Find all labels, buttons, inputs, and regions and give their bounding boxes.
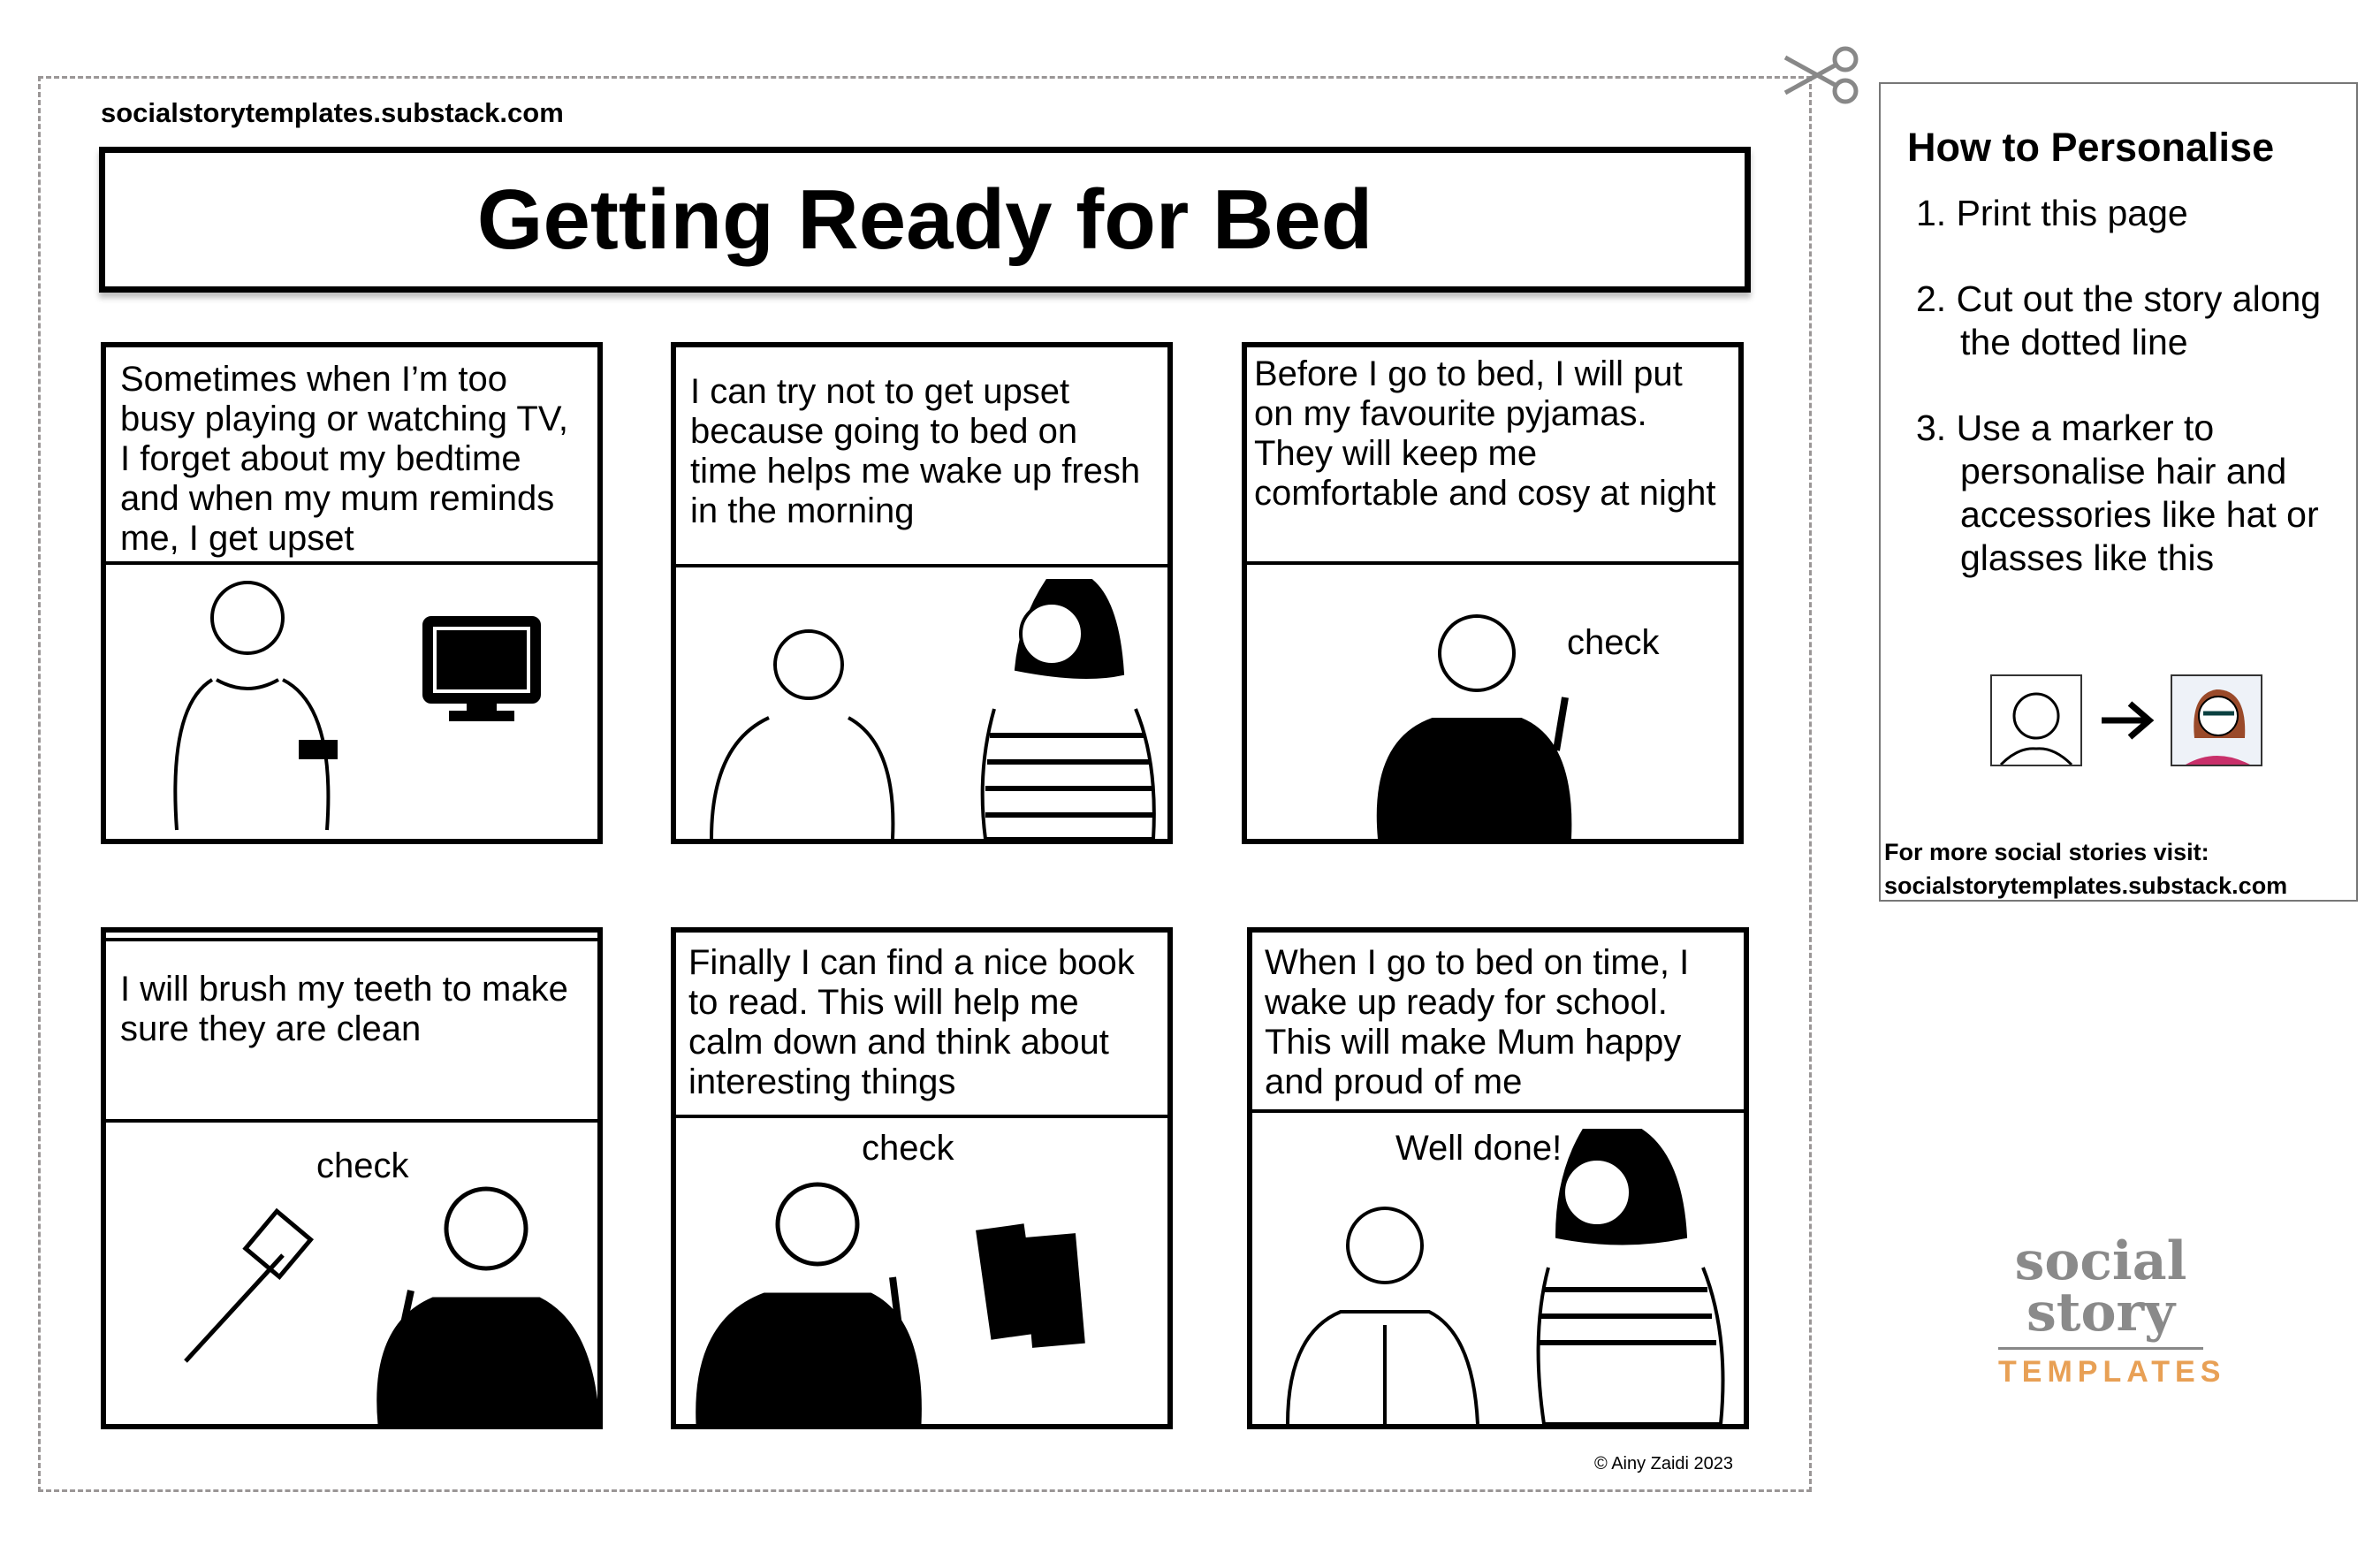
title-box [99,147,1751,293]
arrow-right-icon [2098,698,2155,742]
personalise-example [1990,674,2262,766]
story-panel-6 [1247,927,1749,1429]
story-panel-2 [671,342,1173,844]
check-label: check [862,1129,954,1168]
instruction-steps [1907,192,2330,580]
social-story-templates-logo [1998,1230,2226,1390]
more-stories-label: For more social stories visit: [1884,839,2209,865]
step-1: 1. Print this page [1916,193,2188,233]
page-title: Getting Ready for Bed [476,171,1373,267]
copyright: © Ainy Zaidi 2023 [1594,1454,1734,1473]
story-panel-5 [671,927,1173,1429]
logo-line-1: social [2014,1230,2187,1292]
story-panel-1 [101,342,603,844]
logo-line-2: story [2026,1282,2175,1344]
step-3: 3. Use a marker to personalise hair and accessories like hat or glasses like this [1916,407,2319,578]
personalised-face-icon [2171,674,2262,766]
upset-boy-and-mum-illustration [676,567,1167,839]
panel-text: Finally I can find a nice book to read. This will help me calm down and think about interesting things [676,933,1167,1118]
panel-text: I will brush my teeth to make sure they are clean [106,938,597,1123]
plain-face-icon [1990,674,2082,766]
books-icon [978,1226,1083,1345]
panel-text: I can try not to get upset because going to bed on time helps me wake up fresh in the morning [676,347,1167,567]
scissors-icon [1776,40,1865,110]
instructions-title: How to Personalise [1907,125,2275,170]
check-label: check [316,1146,409,1185]
step-2: 2. Cut out the story along the dotted line [1916,278,2322,362]
tv-icon [424,618,539,720]
panel-text: Sometimes when I’m too busy playing or watching TV, I forget about my bedtime and when my mum reminds me, I get upset [106,347,597,565]
boy-playing-illustration [106,565,597,839]
toothbrush-icon [186,1211,311,1361]
logo-line-3: TEMPLATES [1998,1347,2203,1390]
boy-pyjamas-illustration [1247,565,1738,839]
panel-text: Before I go to bed, I will put on my favourite pyjamas. They will keep me comfortable and cosy at night [1247,347,1738,565]
check-label: check [1567,623,1660,662]
panel-text: When I go to bed on time, I wake up ready for school. This will make Mum happy and proud of me [1252,933,1744,1113]
instructions-panel [1879,82,2358,902]
more-stories-link[interactable]: socialstorytemplates.substack.com [1884,872,2288,899]
story-panel-3 [1242,342,1744,844]
more-stories [1884,835,2287,902]
story-panel-4 [101,927,603,1429]
well-done-label: Well done! [1395,1129,1563,1168]
site-url: socialstorytemplates.substack.com [101,97,564,128]
